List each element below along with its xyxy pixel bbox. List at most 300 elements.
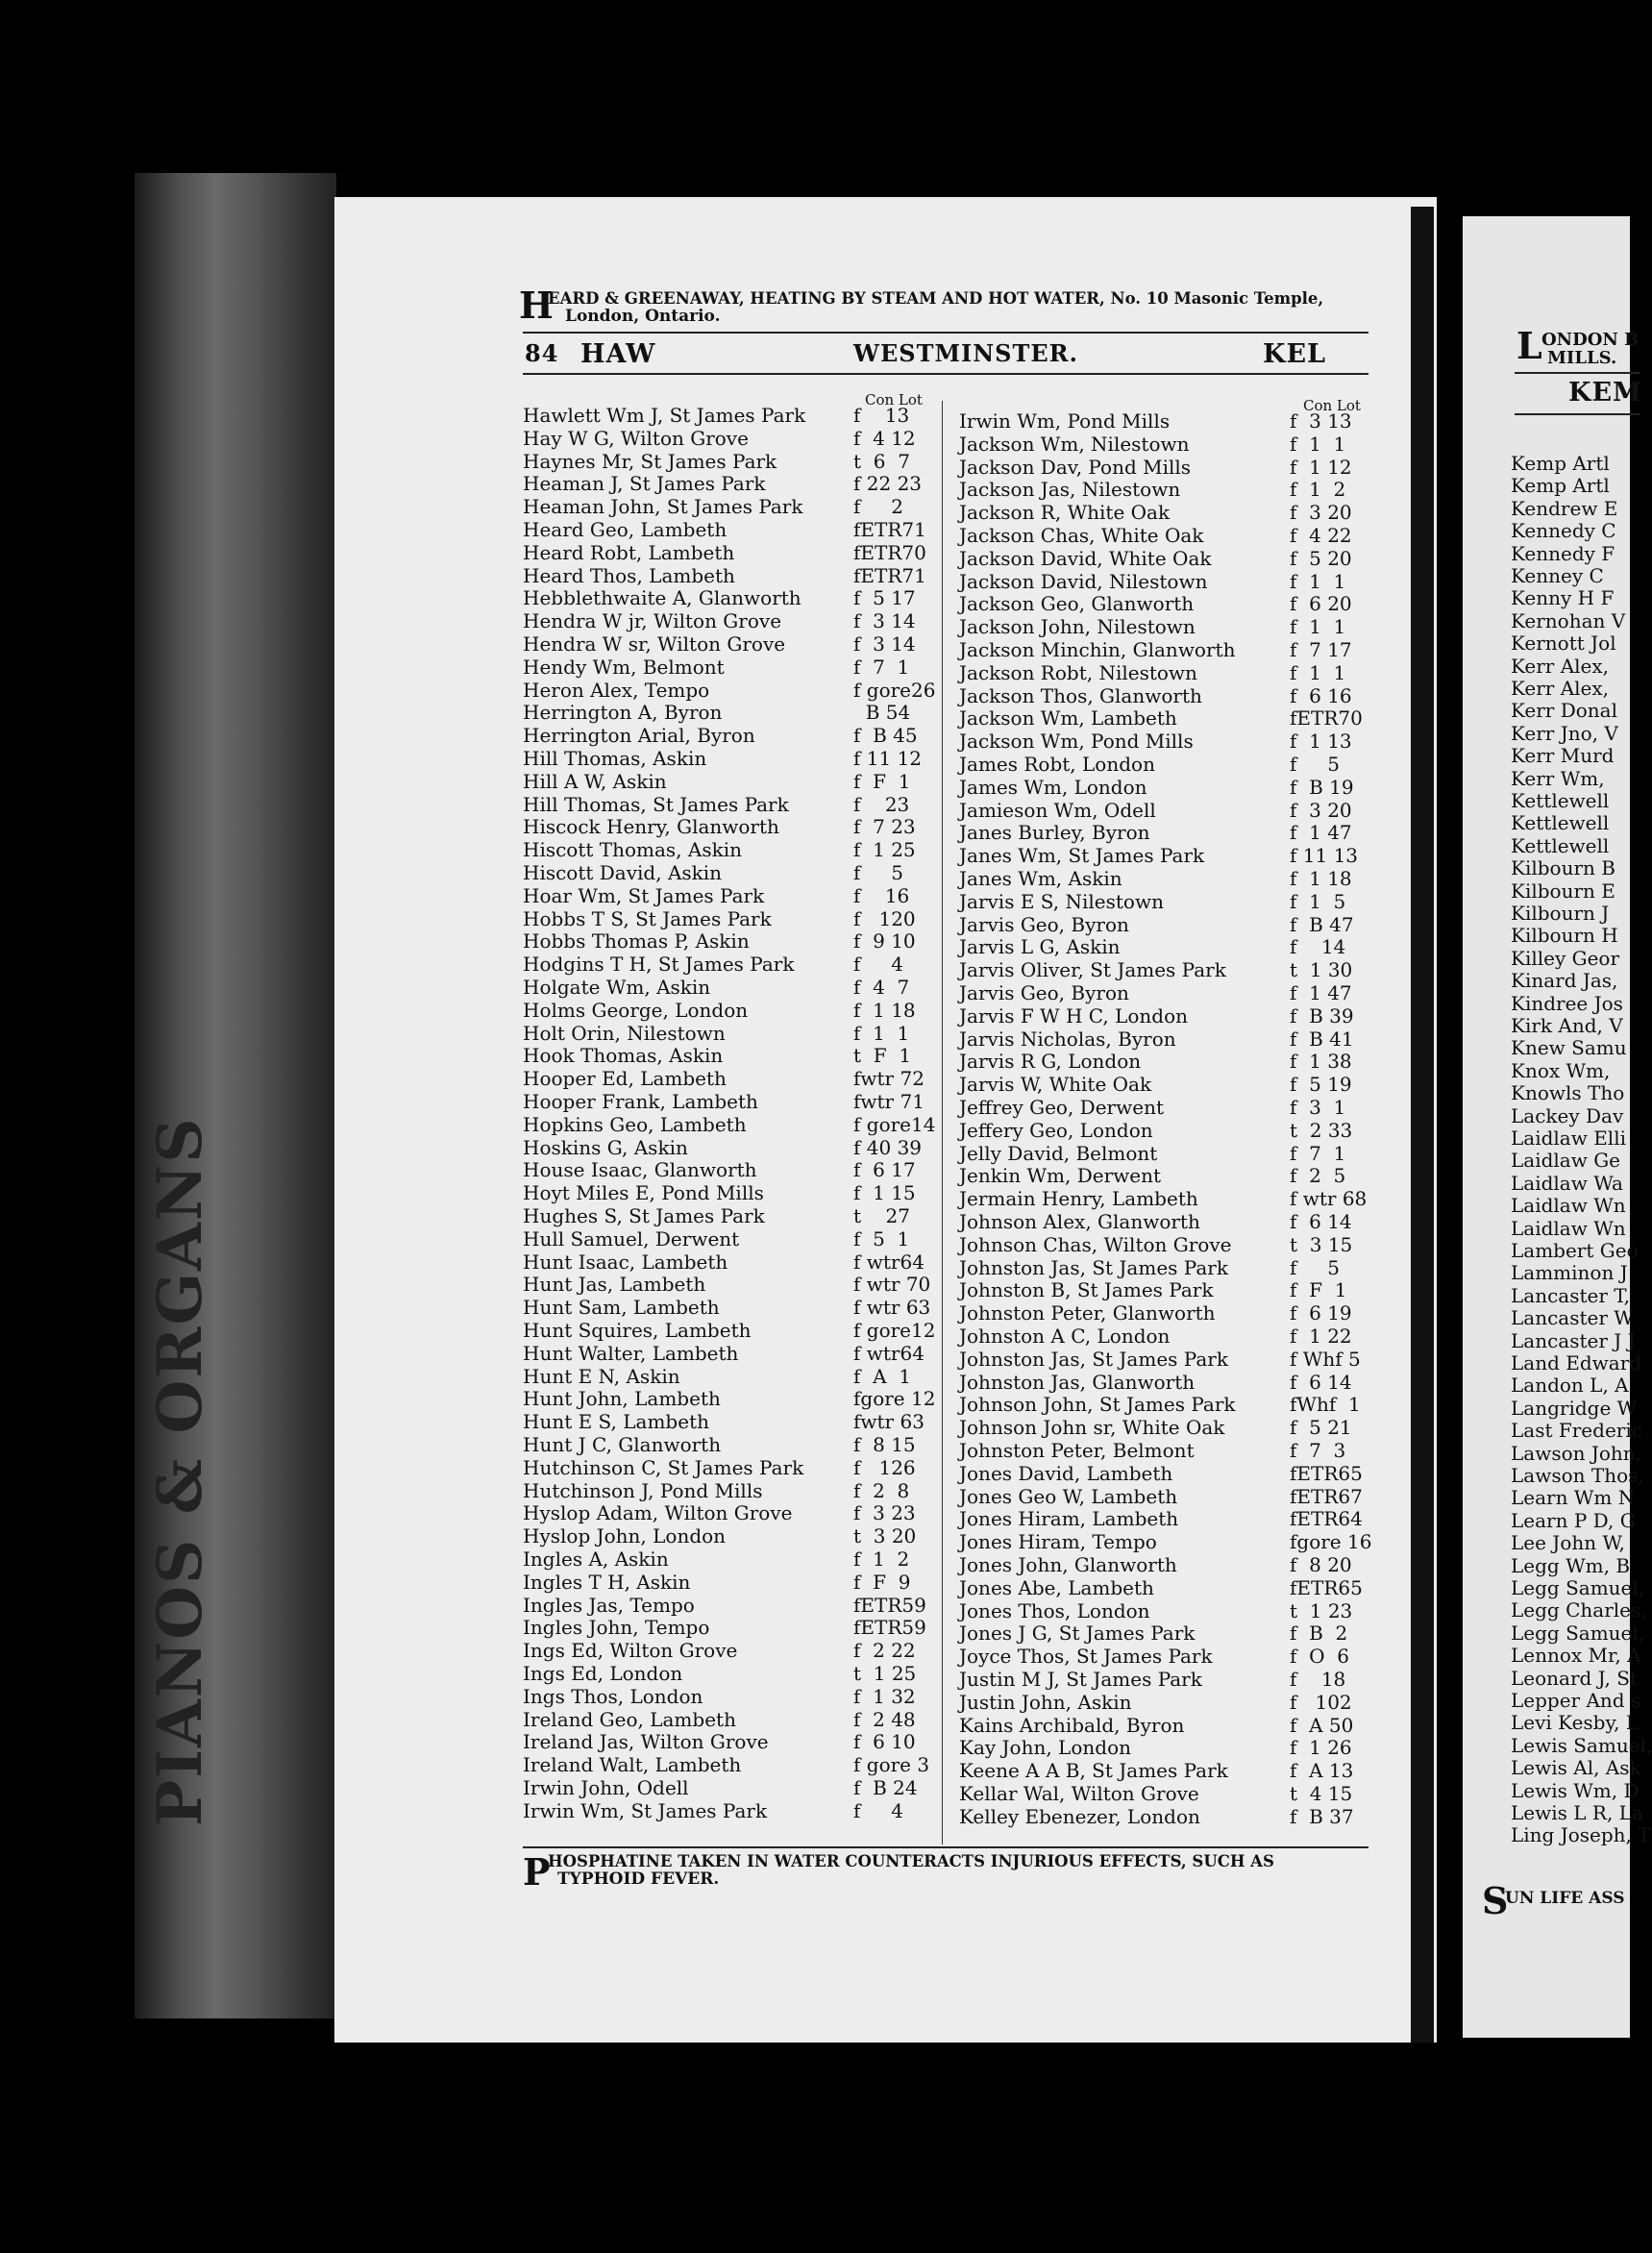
entry-name: Hiscott David, Askin [523,861,723,884]
entry-con-lot: f A 13 [1290,1759,1354,1783]
directory-entry [523,586,946,609]
next-page-entry: Kettlewell [1511,833,1610,857]
entry-con-lot: f 6 14 [1290,1370,1352,1394]
entry-name: House Isaac, Glanworth [523,1158,757,1182]
entry-con-lot: f 1 1 [1290,660,1346,684]
entry-name: Heron Alex, Tempo [523,678,710,702]
next-page-entry: Lackey Dav [1511,1103,1624,1127]
directory-entry [959,1119,1382,1142]
directory-entry [523,1776,946,1799]
directory-entry [523,1181,946,1204]
entry-con-lot: t 3 20 [853,1524,917,1548]
next-page-entry: Kerr Alex, [1511,654,1610,678]
entry-con-lot: f 23 [853,792,910,816]
entry-name: Heard Thos, Lambeth [523,563,735,587]
entry-con-lot: f 1 47 [1290,981,1352,1004]
directory-entry [959,1805,1382,1828]
entry-name: Hunt J C, Glanworth [523,1433,722,1456]
next-page-entry: Kenny H F [1511,586,1615,610]
directory-entry [959,1164,1382,1187]
entry-name: Hill Thomas, St James Park [523,792,789,816]
entry-con-lot: t 4 15 [1290,1782,1353,1805]
entry-name: Hodgins T H, St James Park [523,953,795,977]
entry-name: Jermain Henry, Lambeth [959,1187,1198,1211]
entry-con-lot: f 13 [853,404,910,427]
directory-entry [959,1530,1382,1553]
next-page-entry: Kendrew E [1511,496,1618,520]
directory-entry [523,679,946,702]
directory-entry [523,838,946,861]
next-page-entry: Kennedy C [1511,519,1616,543]
entry-con-lot: f 4 [853,953,903,977]
next-page-entry: Lambert Geo [1511,1239,1639,1262]
entry-con-lot: f wtr 70 [853,1273,931,1297]
entry-con-lot: f 2 5 [1290,1164,1346,1188]
directory-entry [959,524,1382,547]
entry-name: Johnson Alex, Glanworth [959,1210,1200,1233]
entry-con-lot: f 1 18 [1290,867,1352,890]
directory-entry [523,953,946,976]
directory-entry [959,1576,1382,1599]
entry-name: Kains Archibald, Byron [959,1713,1185,1737]
entry-name: Hebblethwaite A, Glanworth [523,586,801,610]
entry-name: Hendra W jr, Wilton Grove [523,609,782,633]
directory-entry [959,1348,1382,1371]
entry-name: Hutchinson C, St James Park [523,1455,804,1479]
next-page-entry: Kilbourn H [1511,924,1618,948]
directory-entry [959,1325,1382,1348]
entry-name: Holt Orin, Nilestown [523,1021,726,1045]
entry-con-lot: f 3 14 [853,609,916,633]
next-page-entry: Kirk And, V [1511,1014,1623,1037]
directory-entry [959,1371,1382,1394]
next-page-entry: Laidlaw Wa [1511,1171,1623,1195]
directory-entry [523,1204,946,1227]
entry-con-lot: f B 37 [1290,1804,1354,1828]
entry-name: Jackson David, Nilestown [959,569,1208,593]
entry-con-lot: f 126 [853,1455,916,1479]
next-page-edge [1463,216,1652,2038]
entry-name: Jarvis Geo, Byron [959,981,1129,1004]
entry-name: Heard Robt, Lambeth [523,540,735,564]
entry-con-lot: f 8 15 [853,1433,916,1456]
directory-entry [523,1730,946,1753]
next-page-entry: Land Edward [1511,1351,1642,1374]
directory-entry [523,907,946,930]
entry-name: Hooper Ed, Lambeth [523,1067,727,1091]
entry-name: Jarvis Oliver, St James Park [959,958,1226,982]
entry-con-lot: t 3 15 [1290,1232,1353,1256]
next-page-entry: Knox Wm, [1511,1058,1611,1082]
directory-entry [959,1301,1382,1325]
next-page-entry: Kindree Jos [1511,991,1623,1015]
directory-entry [523,1044,946,1067]
directory-entry [523,609,946,632]
directory-entry [523,656,946,679]
entry-name: Ings Ed, London [523,1662,683,1685]
entry-con-lot: fETR70 [853,540,926,564]
directory-entry [959,730,1382,753]
entry-con-lot: fETR65 [1290,1461,1363,1485]
entry-con-lot: f 3 20 [1290,501,1352,525]
entry-con-lot: f 1 13 [1290,730,1352,754]
directory-entry [959,501,1382,524]
entry-name: Jackson Wm, Lambeth [959,706,1177,730]
directory-entry [523,724,946,747]
directory-entry [959,409,1382,433]
next-page-entry: Lennox Mr, A [1511,1644,1641,1668]
entry-name: Johnston B, St James Park [959,1278,1214,1302]
entry-name: Ingles John, Tempo [523,1616,710,1640]
next-page-entry: Legg Charles, [1511,1598,1647,1622]
next-page-entry: Learn Wm N [1511,1486,1636,1510]
entry-con-lot: f 1 2 [853,1547,910,1571]
next-page-entry: Legg Samuel, [1511,1576,1645,1599]
entry-name: Irwin John, Odell [523,1776,689,1799]
entry-name: Johnston Jas, St James Park [959,1255,1228,1279]
entry-name: Jones Hiram, Lambeth [959,1507,1179,1531]
entry-con-lot: f 5 21 [1290,1416,1352,1440]
directory-entry [959,844,1382,867]
entry-name: Hunt John, Lambeth [523,1387,721,1411]
directory-entry [959,547,1382,570]
entry-con-lot: f O 6 [1290,1645,1349,1669]
entry-con-lot: f 2 22 [853,1639,916,1663]
entry-name: Jarvis L G, Askin [959,935,1121,959]
entry-con-lot: f 5 1 [853,1226,910,1250]
entry-con-lot: f 7 17 [1290,638,1352,661]
entry-con-lot: f gore14 [853,1112,936,1136]
entry-con-lot: fETR71 [853,563,926,587]
directory-entry [959,1553,1382,1576]
entry-name: Ings Ed, Wilton Grove [523,1639,738,1663]
footer-initial: P [523,1850,551,1894]
entry-name: Jarvis E S, Nilestown [959,889,1164,913]
entry-con-lot: f 22 23 [853,472,923,496]
entry-con-lot: f 5 [1290,753,1340,776]
directory-entry [959,1187,1382,1210]
entry-con-lot: f wtr64 [853,1341,925,1365]
directory-entry [523,1571,946,1594]
directory-entry [523,1113,946,1136]
entry-name: Hendra W sr, Wilton Grove [523,632,786,656]
next-footer-initial: S [1482,1879,1509,1922]
footer-line-1: HOSPHATINE TAKEN IN WATER COUNTERACTS INJURIOUS EFFECTS, SUCH AS [548,1852,1274,1870]
directory-entry [523,495,946,518]
directory-entry [959,456,1382,479]
entry-name: Hoar Wm, St James Park [523,883,765,907]
entry-con-lot: f gore12 [853,1319,936,1342]
directory-entry [523,1456,946,1479]
directory-entry [523,1501,946,1524]
directory-entry [959,1233,1382,1256]
entry-con-lot: f B 45 [853,724,918,748]
entry-con-lot: f B 47 [1290,912,1354,936]
directory-entry [959,592,1382,615]
directory-entry [523,472,946,495]
entry-con-lot: f 8 20 [1290,1553,1352,1576]
entry-name: Kelley Ebenezer, London [959,1804,1200,1828]
directory-entry [959,1622,1382,1645]
entry-con-lot: f 14 [1290,935,1346,959]
next-page-entry: Kernohan V [1511,608,1626,632]
directory-entry [959,867,1382,890]
entry-name: Jarvis W, White Oak [959,1073,1152,1097]
entry-con-lot: f 5 [1290,1255,1340,1279]
footer-line-2: TYPHOID FEVER. [557,1869,720,1889]
next-page-entry: Lamminon J [1511,1261,1628,1285]
directory-entry [959,1759,1382,1782]
directory-entry [523,1090,946,1113]
entry-con-lot: f B 41 [1290,1027,1354,1051]
entry-con-lot: f 4 12 [853,426,916,450]
spine-lettering: PIANOS & ORGANS [144,1116,216,1826]
next-page-entry: Laidlaw Ge [1511,1149,1621,1173]
entry-name: Herrington A, Byron [523,701,723,725]
next-header-rule [1515,372,1640,374]
entry-con-lot: f B 39 [1290,1003,1354,1027]
next-page-entry: Laidlaw Wn [1511,1216,1626,1240]
entry-con-lot: f 6 16 [1290,683,1352,707]
entry-name: Hobbs Thomas P, Askin [523,929,750,953]
entry-con-lot: fETR67 [1290,1484,1363,1508]
directory-entry [959,684,1382,707]
entry-con-lot: f 1 32 [853,1684,916,1708]
next-page-entry: Kettlewell [1511,789,1610,812]
next-page-entry: Laidlaw Elli [1511,1126,1626,1150]
entry-name: Irwin Wm, St James Park [523,1798,768,1822]
directory-entry [523,1158,946,1181]
entry-name: Johnston Jas, Glanworth [959,1370,1196,1394]
entry-con-lot: f 120 [853,906,916,930]
entry-con-lot: f 7 1 [853,655,910,679]
entry-con-lot: f 102 [1290,1690,1352,1714]
entry-name: Kay John, London [959,1736,1131,1760]
directory-entry [959,615,1382,638]
entry-con-lot: fETR64 [1290,1507,1363,1531]
entry-con-lot: f 6 20 [1290,592,1352,616]
entry-name: Ingles A, Askin [523,1547,669,1571]
entry-name: Haynes Mr, St James Park [523,449,777,473]
entry-name: Jackson Wm, Nilestown [959,432,1190,456]
entry-con-lot: f 3 20 [1290,798,1352,822]
entry-con-lot: f 5 20 [1290,546,1352,570]
entry-name: Hyslop John, London [523,1524,727,1548]
entry-name: Holgate Wm, Askin [523,976,711,999]
directory-entry [959,1416,1382,1439]
directory-entry [523,427,946,450]
directory-entry [959,1645,1382,1668]
entry-con-lot: f 6 19 [1290,1301,1352,1325]
entry-name: Jackson R, White Oak [959,501,1171,525]
directory-page [334,197,1437,2043]
next-page-entry: Lancaster J J [1511,1328,1636,1352]
entry-name: Ireland Walt, Lambeth [523,1753,742,1777]
directory-entry [959,821,1382,844]
next-page-entry: Ling Joseph, T [1511,1823,1651,1847]
entry-name: Johnston Jas, St James Park [959,1347,1228,1371]
directory-entry [523,1708,946,1731]
entry-name: Hunt Isaac, Lambeth [523,1250,728,1274]
directory-entry [523,1296,946,1319]
directory-entry [959,1027,1382,1051]
directory-entry [959,1736,1382,1759]
entry-name: Hobbs T S, St James Park [523,906,772,930]
directory-entry [523,770,946,793]
next-page-entry: Lewis L R, La [1511,1801,1643,1824]
directory-entry [523,1639,946,1662]
next-page-entry: Kettlewell [1511,811,1610,835]
next-title-rule [1515,413,1640,415]
entry-con-lot: fETR59 [853,1616,926,1640]
entry-name: Jackson Jas, Nilestown [959,478,1181,502]
entry-name: Ireland Jas, Wilton Grove [523,1730,769,1754]
entry-name: Irwin Wm, Pond Mills [959,409,1171,433]
entry-name: Hunt Squires, Lambeth [523,1319,752,1342]
next-index-key: KEM [1568,378,1642,408]
directory-entry [523,1799,946,1822]
directory-entry [523,1022,946,1045]
entry-name: Hunt Sam, Lambeth [523,1296,720,1320]
next-page-entry: Lancaster W [1511,1306,1634,1330]
entry-name: Jarvis R G, London [959,1050,1142,1074]
next-header-line-1: ONDON B [1541,330,1640,350]
next-page-entry: Levi Kesby, L [1511,1711,1640,1735]
entry-name: Janes Wm, St James Park [959,844,1205,868]
directory-entry [959,1256,1382,1279]
next-page-entry: Lancaster T, [1511,1283,1631,1307]
entry-con-lot: f 1 25 [853,838,916,862]
next-page-entry: Langridge W [1511,1396,1638,1420]
ad-initial: H [519,284,554,327]
entry-con-lot: f 1 38 [1290,1050,1352,1074]
entry-con-lot: f 1 5 [1290,889,1346,913]
directory-entry [523,1433,946,1456]
entry-con-lot: f Whf 5 [1290,1347,1361,1371]
next-footer: UN LIFE ASS [1505,1889,1625,1908]
entry-con-lot: f 9 10 [853,929,916,953]
directory-entry [959,1393,1382,1416]
next-page-entry: Kerr Wm, [1511,766,1605,790]
directory-entry [959,1278,1382,1301]
directory-entry [523,1524,946,1547]
directory-entry [959,1485,1382,1508]
directory-entry [523,1227,946,1250]
entry-con-lot: fETR59 [853,1593,926,1617]
entry-name: Hoskins G, Askin [523,1135,688,1159]
entry-name: Hunt E S, Lambeth [523,1410,709,1434]
directory-entry [959,1210,1382,1233]
entry-name: Hoyt Miles E, Pond Mills [523,1181,764,1205]
entry-con-lot: f B 24 [853,1776,918,1799]
next-page-entry: Kerr Jno, V [1511,721,1618,745]
directory-entry [959,706,1382,730]
directory-entry [959,1668,1382,1691]
entry-con-lot: f 1 1 [1290,432,1346,456]
entry-name: James Wm, London [959,775,1147,799]
entry-name: Jackson Chas, White Oak [959,524,1204,547]
directory-entry [523,632,946,656]
directory-entry [959,799,1382,822]
next-page-entry: Kilbourn E [1511,879,1615,903]
entry-name: Hutchinson J, Pond Mills [523,1478,763,1502]
directory-entry [959,1714,1382,1737]
directory-entry [959,1096,1382,1119]
next-page-entry: Lawson Thos, [1511,1464,1644,1487]
page-number: 84 [525,339,559,367]
directory-entry [959,776,1382,799]
entry-name: Hook Thomas, Askin [523,1044,724,1068]
directory-entry [523,1479,946,1502]
next-page-entry: Landon L, A [1511,1374,1629,1398]
entry-name: Jones Thos, London [959,1598,1150,1622]
entry-name: Heaman John, St James Park [523,495,803,519]
directory-entry [523,1067,946,1090]
entry-name: Jarvis Geo, Byron [959,912,1129,936]
entry-con-lot: f 2 [853,495,903,519]
directory-entry [523,1342,946,1365]
entry-name: Keene A A B, St James Park [959,1759,1228,1783]
left-index-key: HAW [580,339,656,369]
entry-con-lot: f 1 1 [1290,615,1346,639]
entry-name: Holms George, London [523,998,749,1022]
entry-con-lot: B 54 [853,701,911,725]
entry-con-lot: f B 2 [1290,1622,1348,1646]
entry-name: Hay W G, Wilton Grove [523,426,749,450]
entry-name: Hooper Frank, Lambeth [523,1090,758,1113]
entry-name: Hunt Walter, Lambeth [523,1341,739,1365]
entry-con-lot: f 11 12 [853,747,923,770]
directory-entry [523,1662,946,1685]
entry-con-lot: t 1 30 [1290,958,1353,982]
entry-con-lot: f 2 48 [853,1707,916,1731]
next-page-entry: Knew Samu [1511,1036,1627,1060]
directory-entry [523,541,946,564]
directory-entry [959,1507,1382,1530]
directory-entry [523,1273,946,1296]
next-page-entry: Kerr Murd [1511,744,1615,768]
entry-con-lot: f 1 47 [1290,821,1352,845]
next-page-entry: Kemp Artl [1511,474,1610,498]
next-page-entry: Kernott Jol [1511,631,1616,656]
entry-con-lot: f 16 [853,883,910,907]
entry-con-lot: t 6 7 [853,449,910,473]
entry-name: Jackson Wm, Pond Mills [959,730,1194,754]
next-page-entry: Kinard Jas, [1511,969,1618,993]
directory-entry [523,701,946,724]
entry-name: Ireland Geo, Lambeth [523,1707,736,1731]
township-title: WESTMINSTER. [853,339,1078,367]
entry-name: Jackson Dav, Pond Mills [959,455,1192,479]
next-page-entry: Kemp Artl [1511,452,1610,475]
entry-con-lot: f 3 23 [853,1501,916,1525]
entry-con-lot: f 18 [1290,1668,1346,1691]
next-page-entry: Kerr Alex, [1511,677,1610,700]
directory-entry [959,753,1382,776]
directory-entry [523,450,946,473]
entry-name: Janes Wm, Askin [959,867,1122,890]
entry-name: Jones Hiram, Tempo [959,1530,1157,1554]
next-header-line-2: MILLS. [1547,348,1617,368]
entry-name: Jones Geo W, Lambeth [959,1484,1178,1508]
entry-con-lot: f 1 12 [1290,455,1352,479]
entry-con-lot: f 6 10 [853,1730,916,1754]
entry-con-lot: f 4 7 [853,976,910,999]
next-page-entry: Lewis Al, Ask [1511,1756,1641,1780]
ad-line-2: London, Ontario. [565,307,721,326]
entry-name: Hill Thomas, Askin [523,747,707,770]
entry-name: Herrington Arial, Byron [523,724,755,748]
